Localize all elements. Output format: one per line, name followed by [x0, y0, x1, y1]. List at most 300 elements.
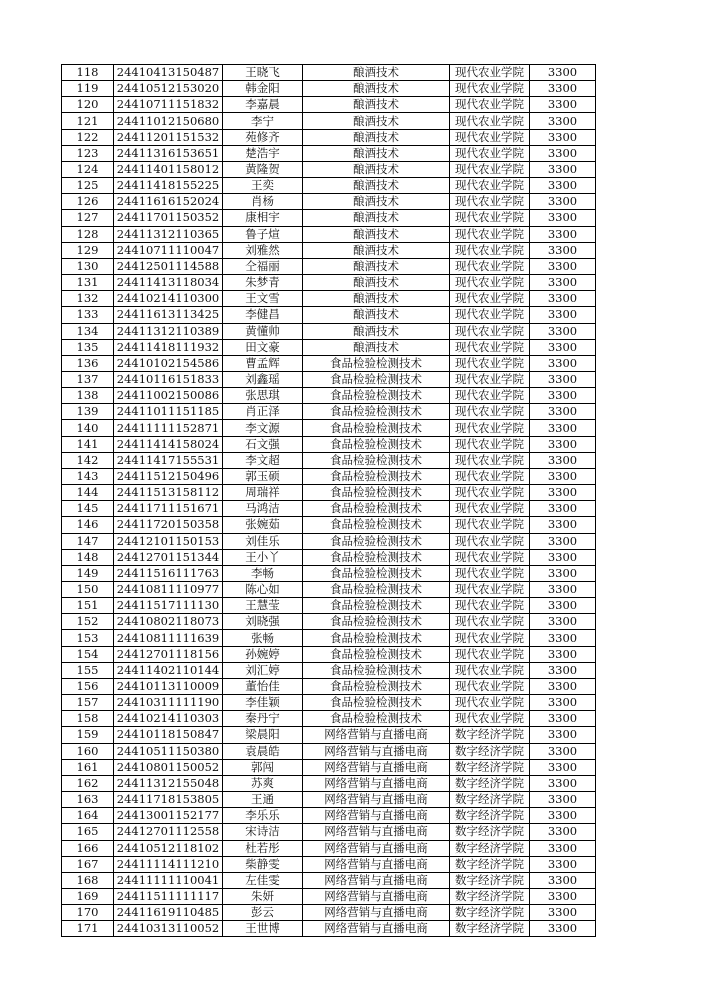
- student-name-cell: 李文源: [223, 420, 303, 436]
- row-number-cell: 148: [62, 549, 114, 565]
- fee-cell: 3300: [530, 630, 596, 646]
- table-row: [62, 468, 596, 484]
- row-number-cell: 139: [62, 404, 114, 420]
- table-row: [62, 113, 596, 129]
- row-number-cell: 164: [62, 808, 114, 824]
- fee-cell: 3300: [530, 226, 596, 242]
- student-name-cell: 左佳雯: [223, 872, 303, 888]
- table-row: [62, 485, 596, 501]
- student-id-cell: 24411201151532: [114, 129, 223, 145]
- row-number-cell: 141: [62, 436, 114, 452]
- fee-cell: 3300: [530, 921, 596, 937]
- table-row: [62, 630, 596, 646]
- college-cell: 现代农业学院: [450, 517, 530, 533]
- student-name-cell: 肖正泽: [223, 404, 303, 420]
- row-number-cell: 167: [62, 856, 114, 872]
- college-cell: 现代农业学院: [450, 355, 530, 371]
- major-cell: 酿酒技术: [303, 161, 450, 177]
- fee-cell: 3300: [530, 436, 596, 452]
- student-id-cell: 24410413150487: [114, 65, 223, 81]
- table-row: [62, 872, 596, 888]
- college-cell: 数字经济学院: [450, 775, 530, 791]
- student-id-cell: 24411312155048: [114, 775, 223, 791]
- row-number-cell: 128: [62, 226, 114, 242]
- college-cell: 现代农业学院: [450, 97, 530, 113]
- row-number-cell: 154: [62, 646, 114, 662]
- fee-cell: 3300: [530, 65, 596, 81]
- college-cell: 数字经济学院: [450, 824, 530, 840]
- fee-cell: 3300: [530, 258, 596, 274]
- student-id-cell: 24410311111190: [114, 695, 223, 711]
- table-row: [62, 178, 596, 194]
- student-name-cell: 王文雪: [223, 291, 303, 307]
- major-cell: 网络营销与直播电商: [303, 840, 450, 856]
- student-id-cell: 24410113110009: [114, 678, 223, 694]
- row-number-cell: 150: [62, 582, 114, 598]
- row-number-cell: 165: [62, 824, 114, 840]
- college-cell: 现代农业学院: [450, 323, 530, 339]
- student-name-cell: 王通: [223, 792, 303, 808]
- college-cell: 现代农业学院: [450, 178, 530, 194]
- student-name-cell: 陈心如: [223, 582, 303, 598]
- table-row: [62, 307, 596, 323]
- fee-cell: 3300: [530, 194, 596, 210]
- college-cell: 现代农业学院: [450, 226, 530, 242]
- student-id-cell: 24411111110041: [114, 872, 223, 888]
- student-name-cell: 黄隆贺: [223, 161, 303, 177]
- student-id-cell: 24411417155531: [114, 452, 223, 468]
- college-cell: 现代农业学院: [450, 711, 530, 727]
- college-cell: 现代农业学院: [450, 65, 530, 81]
- table-row: [62, 727, 596, 743]
- row-number-cell: 162: [62, 775, 114, 791]
- student-id-cell: 24411312110389: [114, 323, 223, 339]
- major-cell: 酿酒技术: [303, 242, 450, 258]
- major-cell: 食品检验检测技术: [303, 501, 450, 517]
- student-id-cell: 24411316153651: [114, 145, 223, 161]
- row-number-cell: 118: [62, 65, 114, 81]
- row-number-cell: 135: [62, 339, 114, 355]
- student-id-cell: 24411414158024: [114, 436, 223, 452]
- college-cell: 数字经济学院: [450, 792, 530, 808]
- student-id-cell: 24411111152871: [114, 420, 223, 436]
- student-name-cell: 秦丹宁: [223, 711, 303, 727]
- row-number-cell: 136: [62, 355, 114, 371]
- college-cell: 现代农业学院: [450, 420, 530, 436]
- student-name-cell: 鲁子煊: [223, 226, 303, 242]
- student-id-cell: 24410511150380: [114, 743, 223, 759]
- fee-cell: 3300: [530, 808, 596, 824]
- table-row: [62, 226, 596, 242]
- row-number-cell: 151: [62, 598, 114, 614]
- table-row: [62, 65, 596, 81]
- major-cell: 酿酒技术: [303, 113, 450, 129]
- student-name-cell: 田文豪: [223, 339, 303, 355]
- table-row: [62, 501, 596, 517]
- major-cell: 食品检验检测技术: [303, 614, 450, 630]
- major-cell: 酿酒技术: [303, 81, 450, 97]
- table-row: [62, 792, 596, 808]
- student-id-cell: 24411701150352: [114, 210, 223, 226]
- major-cell: 酿酒技术: [303, 145, 450, 161]
- table-row: [62, 323, 596, 339]
- row-number-cell: 145: [62, 501, 114, 517]
- row-number-cell: 155: [62, 662, 114, 678]
- table-row: [62, 291, 596, 307]
- student-name-cell: 王小丫: [223, 549, 303, 565]
- student-name-cell: 张婉茹: [223, 517, 303, 533]
- student-name-cell: 杜若彤: [223, 840, 303, 856]
- college-cell: 现代农业学院: [450, 436, 530, 452]
- fee-cell: 3300: [530, 242, 596, 258]
- table-row: [62, 856, 596, 872]
- fee-cell: 3300: [530, 775, 596, 791]
- student-id-cell: 24411513158112: [114, 485, 223, 501]
- college-cell: 现代农业学院: [450, 501, 530, 517]
- major-cell: 食品检验检测技术: [303, 420, 450, 436]
- student-id-cell: 24410116151833: [114, 371, 223, 387]
- row-number-cell: 134: [62, 323, 114, 339]
- fee-cell: 3300: [530, 97, 596, 113]
- college-cell: 现代农业学院: [450, 194, 530, 210]
- college-cell: 现代农业学院: [450, 662, 530, 678]
- row-number-cell: 147: [62, 533, 114, 549]
- row-number-cell: 143: [62, 468, 114, 484]
- table-row: [62, 161, 596, 177]
- college-cell: 现代农业学院: [450, 242, 530, 258]
- student-id-cell: 24410811110977: [114, 582, 223, 598]
- table-row: [62, 145, 596, 161]
- major-cell: 酿酒技术: [303, 178, 450, 194]
- table-row: [62, 905, 596, 921]
- table-row: [62, 97, 596, 113]
- college-cell: 数字经济学院: [450, 727, 530, 743]
- row-number-cell: 127: [62, 210, 114, 226]
- fee-cell: 3300: [530, 420, 596, 436]
- fee-cell: 3300: [530, 129, 596, 145]
- table-row: [62, 436, 596, 452]
- fee-cell: 3300: [530, 81, 596, 97]
- student-name-cell: 仝福丽: [223, 258, 303, 274]
- student-id-cell: 24411011151185: [114, 404, 223, 420]
- major-cell: 食品检验检测技术: [303, 711, 450, 727]
- student-name-cell: 苏爽: [223, 775, 303, 791]
- fee-cell: 3300: [530, 695, 596, 711]
- table-row: [62, 194, 596, 210]
- college-cell: 现代农业学院: [450, 129, 530, 145]
- college-cell: 数字经济学院: [450, 921, 530, 937]
- row-number-cell: 159: [62, 727, 114, 743]
- fee-cell: 3300: [530, 533, 596, 549]
- table-row: [62, 129, 596, 145]
- row-number-cell: 152: [62, 614, 114, 630]
- college-cell: 现代农业学院: [450, 161, 530, 177]
- row-number-cell: 157: [62, 695, 114, 711]
- student-name-cell: 袁晨皓: [223, 743, 303, 759]
- row-number-cell: 125: [62, 178, 114, 194]
- major-cell: 网络营销与直播电商: [303, 743, 450, 759]
- row-number-cell: 138: [62, 388, 114, 404]
- student-name-cell: 刘汇婷: [223, 662, 303, 678]
- student-id-cell: 24411711151671: [114, 501, 223, 517]
- student-id-cell: 24411720150358: [114, 517, 223, 533]
- fee-cell: 3300: [530, 678, 596, 694]
- student-name-cell: 郭玉硕: [223, 468, 303, 484]
- college-cell: 数字经济学院: [450, 743, 530, 759]
- student-id-cell: 24411012150680: [114, 113, 223, 129]
- college-cell: 现代农业学院: [450, 678, 530, 694]
- student-name-cell: 李文超: [223, 452, 303, 468]
- college-cell: 现代农业学院: [450, 339, 530, 355]
- major-cell: 食品检验检测技术: [303, 549, 450, 565]
- college-cell: 现代农业学院: [450, 388, 530, 404]
- college-cell: 现代农业学院: [450, 145, 530, 161]
- student-id-cell: 24411114111210: [114, 856, 223, 872]
- student-id-cell: 24411401158012: [114, 161, 223, 177]
- fee-cell: 3300: [530, 468, 596, 484]
- student-id-cell: 24410102154586: [114, 355, 223, 371]
- fee-cell: 3300: [530, 598, 596, 614]
- row-number-cell: 126: [62, 194, 114, 210]
- row-number-cell: 160: [62, 743, 114, 759]
- major-cell: 食品检验检测技术: [303, 533, 450, 549]
- fee-cell: 3300: [530, 485, 596, 501]
- college-cell: 现代农业学院: [450, 598, 530, 614]
- fee-cell: 3300: [530, 759, 596, 775]
- table-row: [62, 420, 596, 436]
- table-row: [62, 662, 596, 678]
- fee-cell: 3300: [530, 323, 596, 339]
- major-cell: 酿酒技术: [303, 258, 450, 274]
- major-cell: 食品检验检测技术: [303, 582, 450, 598]
- major-cell: 网络营销与直播电商: [303, 921, 450, 937]
- college-cell: 现代农业学院: [450, 646, 530, 662]
- row-number-cell: 158: [62, 711, 114, 727]
- fee-cell: 3300: [530, 840, 596, 856]
- table-row: [62, 388, 596, 404]
- student-id-cell: 24410512118102: [114, 840, 223, 856]
- major-cell: 网络营销与直播电商: [303, 792, 450, 808]
- table-row: [62, 565, 596, 581]
- fee-cell: 3300: [530, 888, 596, 904]
- table-row: [62, 242, 596, 258]
- row-number-cell: 153: [62, 630, 114, 646]
- table-row: [62, 81, 596, 97]
- student-id-cell: 24412701151344: [114, 549, 223, 565]
- major-cell: 酿酒技术: [303, 323, 450, 339]
- fee-cell: 3300: [530, 711, 596, 727]
- student-id-cell: 24410512153020: [114, 81, 223, 97]
- row-number-cell: 129: [62, 242, 114, 258]
- student-name-cell: 李嘉晨: [223, 97, 303, 113]
- table-row: [62, 921, 596, 937]
- major-cell: 食品检验检测技术: [303, 695, 450, 711]
- major-cell: 网络营销与直播电商: [303, 727, 450, 743]
- student-id-cell: 24410811111639: [114, 630, 223, 646]
- table-row: [62, 711, 596, 727]
- student-name-cell: 宋诗洁: [223, 824, 303, 840]
- student-id-cell: 24410711151832: [114, 97, 223, 113]
- fee-cell: 3300: [530, 727, 596, 743]
- fee-cell: 3300: [530, 275, 596, 291]
- table-row: [62, 614, 596, 630]
- table-row: [62, 582, 596, 598]
- student-id-cell: 24412701118156: [114, 646, 223, 662]
- student-name-cell: 刘雅然: [223, 242, 303, 258]
- row-number-cell: 131: [62, 275, 114, 291]
- row-number-cell: 121: [62, 113, 114, 129]
- row-number-cell: 137: [62, 371, 114, 387]
- college-cell: 数字经济学院: [450, 840, 530, 856]
- student-name-cell: 韩金阳: [223, 81, 303, 97]
- student-name-cell: 董怡佳: [223, 678, 303, 694]
- major-cell: 食品检验检测技术: [303, 371, 450, 387]
- fee-cell: 3300: [530, 501, 596, 517]
- major-cell: 酿酒技术: [303, 194, 450, 210]
- college-cell: 现代农业学院: [450, 452, 530, 468]
- table-row: [62, 598, 596, 614]
- major-cell: 网络营销与直播电商: [303, 759, 450, 775]
- table-row: [62, 517, 596, 533]
- table-row: [62, 678, 596, 694]
- row-number-cell: 122: [62, 129, 114, 145]
- row-number-cell: 169: [62, 888, 114, 904]
- table-row: [62, 452, 596, 468]
- student-id-cell: 24411512150496: [114, 468, 223, 484]
- fee-cell: 3300: [530, 662, 596, 678]
- student-id-cell: 24411002150086: [114, 388, 223, 404]
- row-number-cell: 166: [62, 840, 114, 856]
- row-number-cell: 161: [62, 759, 114, 775]
- student-id-cell: 24413001152177: [114, 808, 223, 824]
- major-cell: 食品检验检测技术: [303, 630, 450, 646]
- fee-cell: 3300: [530, 646, 596, 662]
- college-cell: 现代农业学院: [450, 582, 530, 598]
- student-name-cell: 石文强: [223, 436, 303, 452]
- college-cell: 数字经济学院: [450, 905, 530, 921]
- major-cell: 食品检验检测技术: [303, 646, 450, 662]
- student-name-cell: 刘佳乐: [223, 533, 303, 549]
- major-cell: 食品检验检测技术: [303, 404, 450, 420]
- major-cell: 食品检验检测技术: [303, 355, 450, 371]
- college-cell: 现代农业学院: [450, 565, 530, 581]
- major-cell: 食品检验检测技术: [303, 436, 450, 452]
- college-cell: 现代农业学院: [450, 533, 530, 549]
- major-cell: 酿酒技术: [303, 275, 450, 291]
- student-name-cell: 苑修齐: [223, 129, 303, 145]
- student-name-cell: 刘晓强: [223, 614, 303, 630]
- student-id-cell: 24412501114588: [114, 258, 223, 274]
- fee-cell: 3300: [530, 582, 596, 598]
- table-row: [62, 258, 596, 274]
- table-row: [62, 888, 596, 904]
- student-name-cell: 李乐乐: [223, 808, 303, 824]
- major-cell: 食品检验检测技术: [303, 485, 450, 501]
- student-id-cell: 24411613113425: [114, 307, 223, 323]
- fee-cell: 3300: [530, 452, 596, 468]
- student-roster-table: [61, 64, 596, 937]
- row-number-cell: 171: [62, 921, 114, 937]
- fee-cell: 3300: [530, 291, 596, 307]
- row-number-cell: 156: [62, 678, 114, 694]
- student-id-cell: 24411516111763: [114, 565, 223, 581]
- fee-cell: 3300: [530, 824, 596, 840]
- table-row: [62, 210, 596, 226]
- student-id-cell: 24411517111130: [114, 598, 223, 614]
- student-name-cell: 李畅: [223, 565, 303, 581]
- table-row: [62, 808, 596, 824]
- student-name-cell: 黄懂帅: [223, 323, 303, 339]
- student-id-cell: 24411312110365: [114, 226, 223, 242]
- major-cell: 酿酒技术: [303, 226, 450, 242]
- row-number-cell: 168: [62, 872, 114, 888]
- student-name-cell: 王慧莹: [223, 598, 303, 614]
- college-cell: 数字经济学院: [450, 888, 530, 904]
- student-name-cell: 梁晨阳: [223, 727, 303, 743]
- major-cell: 网络营销与直播电商: [303, 905, 450, 921]
- table-row: [62, 339, 596, 355]
- student-name-cell: 朱梦青: [223, 275, 303, 291]
- major-cell: 食品检验检测技术: [303, 678, 450, 694]
- student-id-cell: 24412701112558: [114, 824, 223, 840]
- college-cell: 现代农业学院: [450, 485, 530, 501]
- college-cell: 现代农业学院: [450, 210, 530, 226]
- table-row: [62, 743, 596, 759]
- student-name-cell: 马鸿洁: [223, 501, 303, 517]
- row-number-cell: 130: [62, 258, 114, 274]
- student-id-cell: 24410802118073: [114, 614, 223, 630]
- major-cell: 网络营销与直播电商: [303, 888, 450, 904]
- student-id-cell: 24410214110303: [114, 711, 223, 727]
- student-id-cell: 24411619110485: [114, 905, 223, 921]
- major-cell: 食品检验检测技术: [303, 388, 450, 404]
- student-name-cell: 王世博: [223, 921, 303, 937]
- major-cell: 食品检验检测技术: [303, 468, 450, 484]
- fee-cell: 3300: [530, 404, 596, 420]
- fee-cell: 3300: [530, 905, 596, 921]
- row-number-cell: 124: [62, 161, 114, 177]
- student-name-cell: 郭闯: [223, 759, 303, 775]
- table-row: [62, 646, 596, 662]
- row-number-cell: 123: [62, 145, 114, 161]
- college-cell: 现代农业学院: [450, 371, 530, 387]
- row-number-cell: 146: [62, 517, 114, 533]
- major-cell: 食品检验检测技术: [303, 662, 450, 678]
- fee-cell: 3300: [530, 388, 596, 404]
- student-name-cell: 王奕: [223, 178, 303, 194]
- student-name-cell: 李佳颖: [223, 695, 303, 711]
- college-cell: 现代农业学院: [450, 614, 530, 630]
- table-row: [62, 275, 596, 291]
- major-cell: 食品检验检测技术: [303, 565, 450, 581]
- college-cell: 现代农业学院: [450, 113, 530, 129]
- major-cell: 酿酒技术: [303, 129, 450, 145]
- fee-cell: 3300: [530, 743, 596, 759]
- student-name-cell: 张畅: [223, 630, 303, 646]
- student-id-cell: 24411402110144: [114, 662, 223, 678]
- college-cell: 现代农业学院: [450, 258, 530, 274]
- major-cell: 网络营销与直播电商: [303, 856, 450, 872]
- row-number-cell: 133: [62, 307, 114, 323]
- fee-cell: 3300: [530, 178, 596, 194]
- fee-cell: 3300: [530, 145, 596, 161]
- student-id-cell: 24410313110052: [114, 921, 223, 937]
- table-row: [62, 371, 596, 387]
- student-id-cell: 24411616152024: [114, 194, 223, 210]
- college-cell: 现代农业学院: [450, 275, 530, 291]
- fee-cell: 3300: [530, 210, 596, 226]
- student-name-cell: 朱妍: [223, 888, 303, 904]
